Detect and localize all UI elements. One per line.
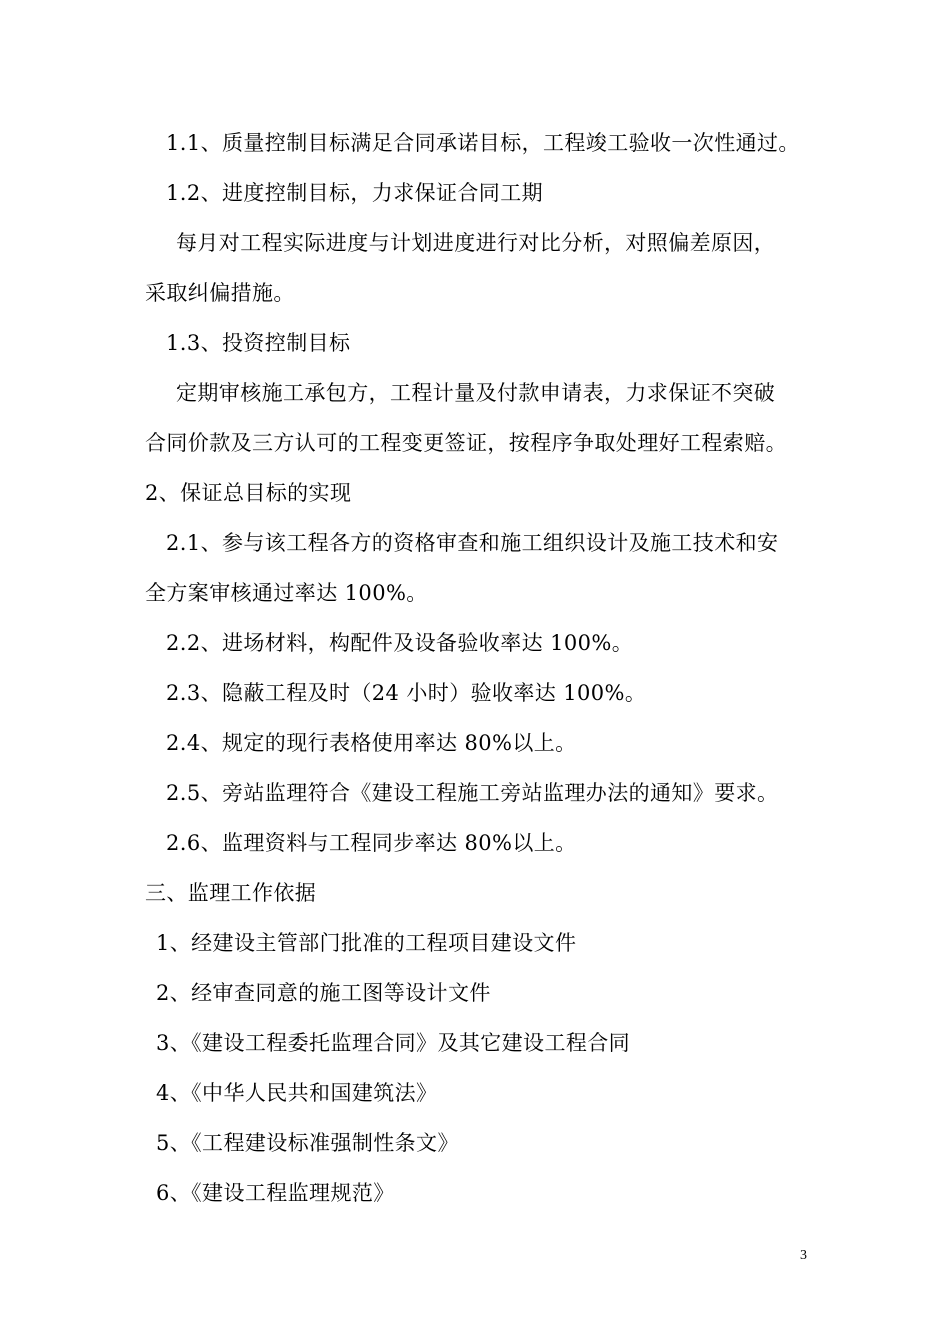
list-item: 3、《建设工程委托监理合同》及其它建设工程合同 xyxy=(156,1031,631,1055)
list-item: 1、经建设主管部门批准的工程项目建设文件 xyxy=(156,931,577,955)
text-line: 1.3、投资控制目标 xyxy=(166,331,351,355)
list-item: 4、《中华人民共和国建筑法》 xyxy=(156,1081,438,1105)
section-heading: 三、监理工作依据 xyxy=(145,881,317,905)
text-line: 1.1、质量控制目标满足合同承诺目标，工程竣工验收一次性通过。 xyxy=(166,131,800,155)
text-line: 1.2、进度控制目标，力求保证合同工期 xyxy=(166,181,543,205)
text-line: 采取纠偏措施。 xyxy=(145,281,295,305)
text-line: 2.1、参与该工程各方的资格审查和施工组织设计及施工技术和安 xyxy=(166,531,779,555)
text-line: 全方案审核通过率达 100%。 xyxy=(145,581,428,605)
text-line: 2.3、隐蔽工程及时（24 小时）验收率达 100%。 xyxy=(166,681,647,705)
text-line: 定期审核施工承包方，工程计量及付款申请表，力求保证不突破 xyxy=(176,381,776,405)
text-line: 合同价款及三方认可的工程变更签证，按程序争取处理好工程索赔。 xyxy=(145,431,787,455)
list-item: 6、《建设工程监理规范》 xyxy=(156,1181,395,1205)
list-item: 5、《工程建设标准强制性条文》 xyxy=(156,1131,459,1155)
text-line: 2、保证总目标的实现 xyxy=(145,481,352,505)
text-line: 2.5、旁站监理符合《建设工程施工旁站监理办法的通知》要求。 xyxy=(166,781,779,805)
text-line: 每月对工程实际进度与计划进度进行对比分析，对照偏差原因， xyxy=(176,231,776,255)
text-line: 2.4、规定的现行表格使用率达 80%以上。 xyxy=(166,731,577,755)
list-item: 2、经审查同意的施工图等设计文件 xyxy=(156,981,491,1005)
page-number: 3 xyxy=(800,1248,807,1263)
text-line: 2.6、监理资料与工程同步率达 80%以上。 xyxy=(166,831,577,855)
text-line: 2.2、进场材料，构配件及设备验收率达 100%。 xyxy=(166,631,634,655)
